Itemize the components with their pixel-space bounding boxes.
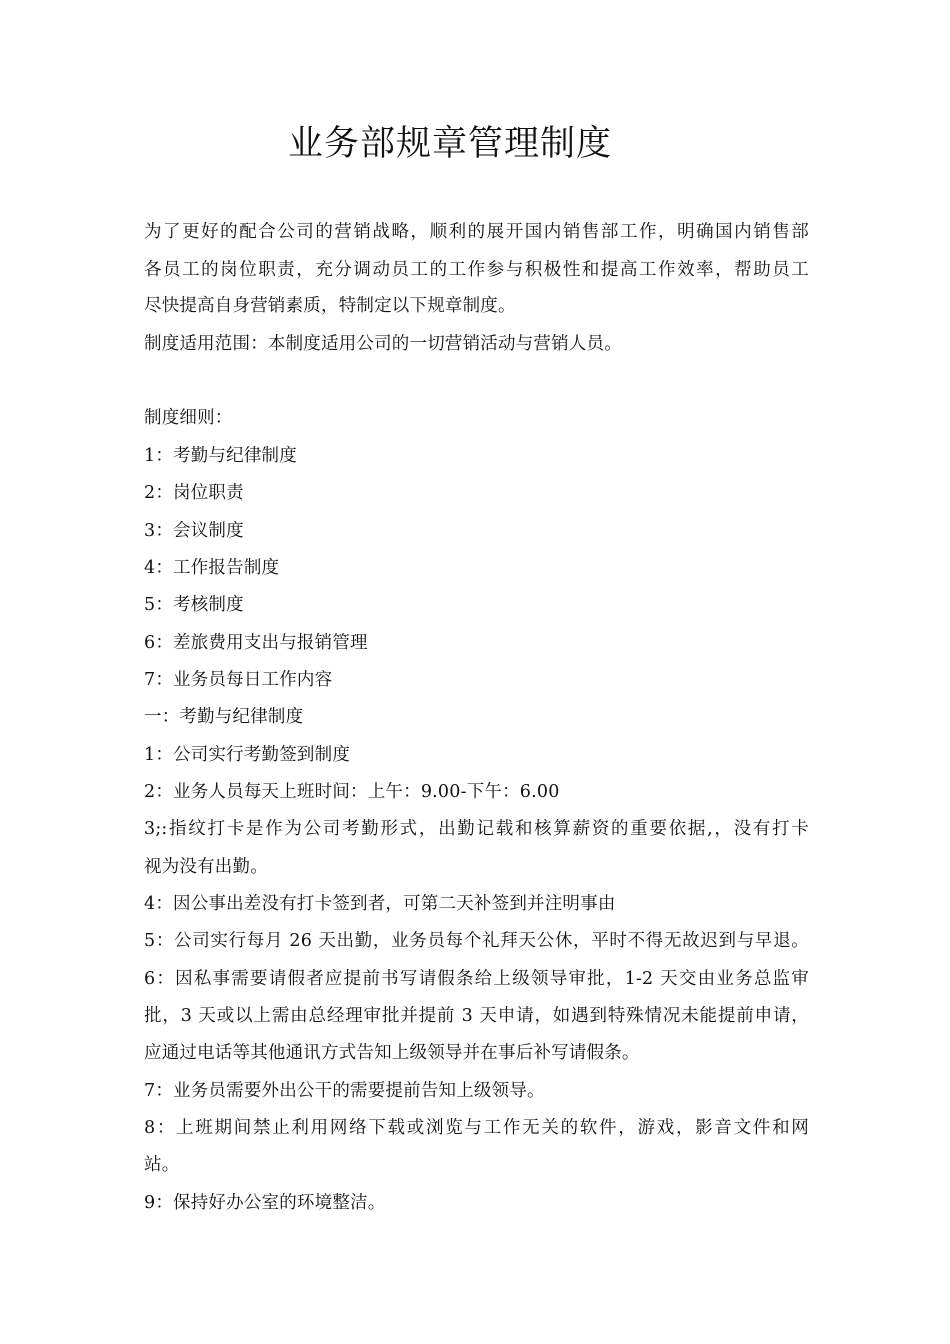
section-item: 1：公司实行考勤签到制度 [144,745,351,765]
rules-list-item: 7：业务员每日工作内容 [144,670,333,690]
rules-list-item: 3：会议制度 [144,521,244,541]
rules-list-item: 4：工作报告制度 [144,558,280,578]
intro-line-3: 尽快提高自身营销素质，特制定以下规章制度。 [144,296,516,316]
section-item: 5：公司实行每月 26 天出勤，业务员每个礼拜天公休，平时不得无故迟到与早退。 [144,931,809,951]
section-item-continued: 站。 [144,1155,180,1175]
document-title: 业务部规章管理制度 [287,124,612,165]
rules-heading: 制度细则： [144,408,233,428]
section-item: 6：因私事需要请假者应提前书写请假条给上级领导审批，1-2 天交由业务总监审 [144,969,809,989]
section-item: 2：业务人员每天上班时间：上午：9.00-下午：6.00 [144,782,560,802]
intro-line-2: 各员工的岗位职责，充分调动员工的工作参与积极性和提高工作效率，帮助员工 [144,260,809,280]
section-item-continued: 应通过电话等其他通讯方式告知上级领导并在事后补写请假条。 [144,1043,640,1063]
section-item-continued: 视为没有出勤。 [144,857,268,877]
section-item: 8：上班期间禁止利用网络下载或浏览与工作无关的软件，游戏，影音文件和网 [144,1118,809,1138]
section-item: 3;:指纹打卡是作为公司考勤形式，出勤记载和核算薪资的重要依据,，没有打卡 [144,819,809,839]
section-item: 7：业务员需要外出公干的需要提前告知上级领导。 [144,1081,545,1101]
rules-list-item: 5：考核制度 [144,595,244,615]
scope-line: 制度适用范围：本制度适用公司的一切营销活动与营销人员。 [144,334,622,354]
section-item: 9：保持好办公室的环境整洁。 [144,1193,386,1213]
section-item: 4：因公事出差没有打卡签到者，可第二天补签到并注明事由 [144,894,616,914]
rules-list-item: 1：考勤与纪律制度 [144,446,297,466]
rules-list-item: 6：差旅费用支出与报销管理 [144,633,368,653]
section-item-continued: 批，3 天或以上需由总经理审批并提前 3 天申请，如遇到特殊情况未能提前申请， [144,1006,809,1026]
section-heading: 一：考勤与纪律制度 [144,707,304,727]
intro-line-1: 为了更好的配合公司的营销战略，顺利的展开国内销售部工作，明确国内销售部 [144,222,809,242]
rules-list-item: 2：岗位职责 [144,483,244,503]
